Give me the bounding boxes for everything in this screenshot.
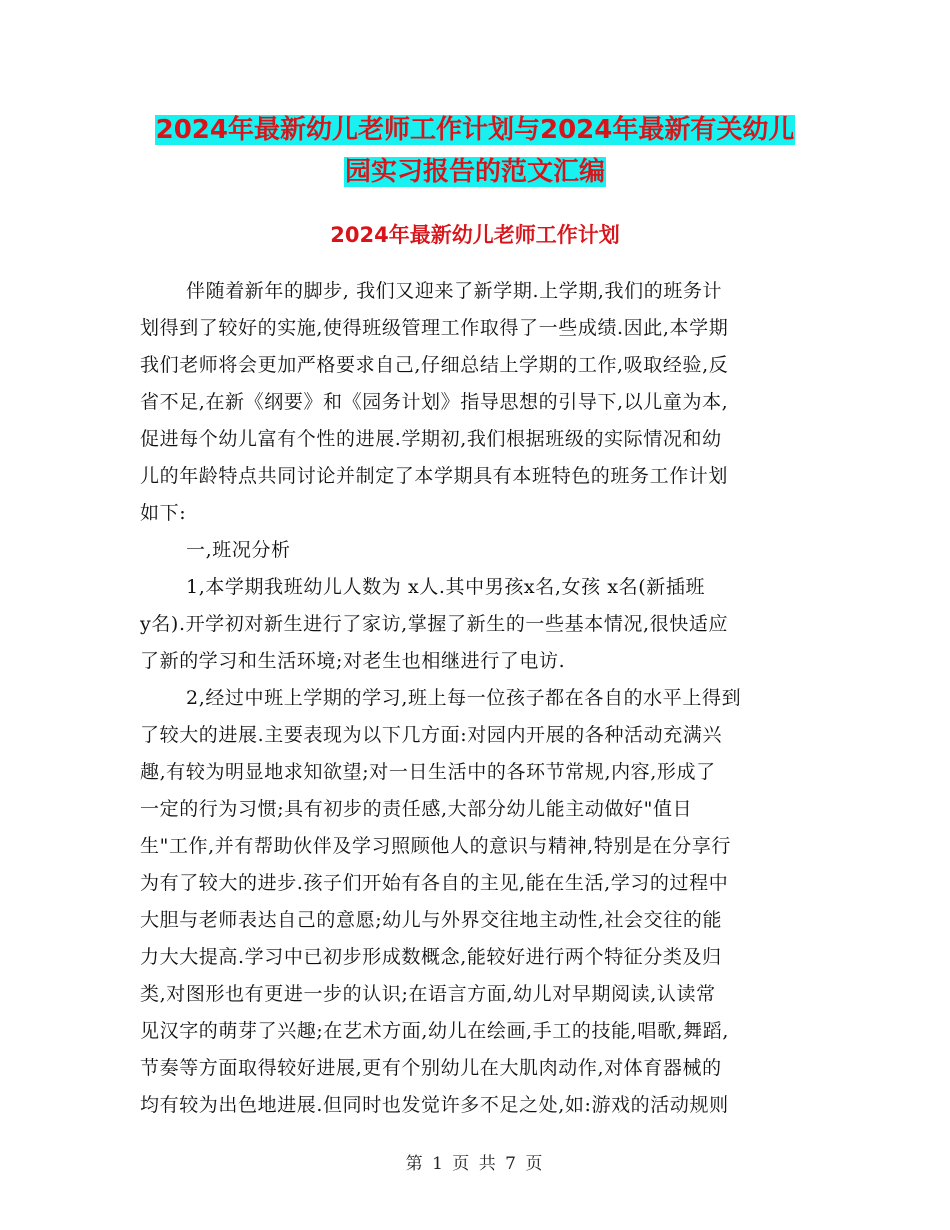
document-title-line-2: 园实习报告的范文汇编 (344, 157, 605, 187)
paragraph-line: 大胆与老师表达自己的意愿;幼儿与外界交往地主动性,社会交往的能 (140, 909, 723, 931)
paragraph-line: 省不足,在新《纲要》和《园务计划》指导思想的引导下,以儿童为本, (140, 391, 729, 413)
paragraph-line: 见汉字的萌芽了兴趣;在艺术方面,幼儿在绘画,手工的技能,唱歌,舞蹈, (140, 1020, 730, 1042)
paragraph-line: 力大大提高.学习中已初步形成数概念,能较好进行两个特征分类及归 (140, 946, 722, 968)
paragraph-line: 为有了较大的进步.孩子们开始有各自的主见,能在生活,学习的过程中 (140, 872, 729, 894)
paragraph-line: 1,本学期我班幼儿人数为 x人.其中男孩x名,女孩 x名(新插班 (186, 576, 706, 598)
paragraph-line: 划得到了较好的实施,使得班级管理工作取得了一些成绩.因此,本学期 (140, 317, 729, 339)
paragraph-line: y名).开学初对新生进行了家访,掌握了新生的一些基本情况,很快适应 (140, 613, 729, 635)
paragraph-line: 趣,有较为明显地求知欲望;对一日生活中的各环节常规,内容,形成了 (140, 761, 716, 783)
paragraph-line: 均有较为出色地进展.但同时也发觉许多不足之处,如:游戏的活动规则 (140, 1094, 729, 1116)
paragraph-line: 节奏等方面取得较好进展,更有个别幼儿在大肌肉动作,对体育器械的 (140, 1057, 722, 1079)
paragraph-line: 如下: (140, 502, 187, 524)
section-heading: 一,班况分析 (186, 539, 291, 561)
paragraph-line: 我们老师将会更加严格要求自己,仔细总结上学期的工作,吸取经验,反 (140, 354, 729, 376)
paragraph-line: 伴随着新年的脚步, 我们又迎来了新学期.上学期,我们的班务计 (186, 280, 723, 302)
paragraph-line: 促进每个幼儿富有个性的进展.学期初,我们根据班级的实际情况和幼 (140, 428, 722, 450)
paragraph-line: 类,对图形也有更进一步的认识;在语言方面,幼儿对早期阅读,认读常 (140, 983, 716, 1005)
section-title: 2024年最新幼儿老师工作计划 (330, 223, 620, 247)
document-title-line-1: 2024年最新幼儿老师工作计划与2024年最新有关幼儿 (155, 115, 795, 145)
paragraph-line: 了新的学习和生活环境;对老生也相继进行了电访. (140, 650, 566, 672)
paragraph-line: 了较大的进展.主要表现为以下几方面:对园内开展的各种活动充满兴 (140, 724, 723, 746)
paragraph-line: 生"工作,并有帮助伙伴及学习照顾他人的意识与精神,特别是在分享行 (140, 835, 732, 857)
paragraph-line: 儿的年龄特点共同讨论并制定了本学期具有本班特色的班务工作计划 (140, 465, 729, 487)
paragraph-line: 2,经过中班上学期的学习,班上每一位孩子都在各自的水平上得到 (186, 687, 742, 709)
paragraph-line: 一定的行为习惯;具有初步的责任感,大部分幼儿能主动做好"值日 (140, 798, 693, 820)
page-footer: 第 1 页 共 7 页 (405, 1154, 545, 1174)
